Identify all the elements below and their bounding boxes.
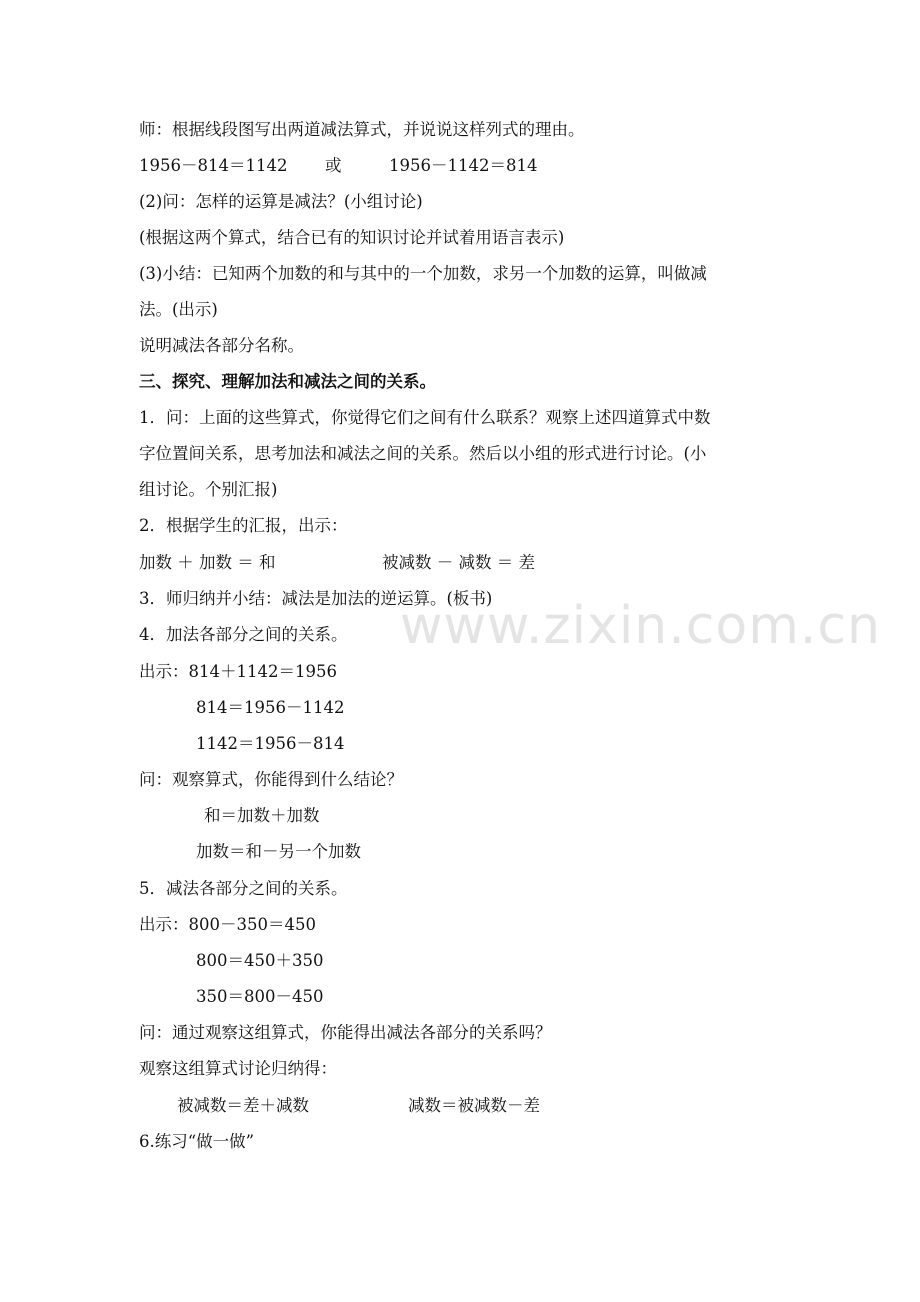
- paragraph-line: 问：观察算式，你能得到什么结论？: [139, 770, 403, 789]
- paragraph-line: 说明减法各部分名称。: [139, 336, 304, 355]
- paragraph-line: 3．师归纳并小结：减法是加法的逆运算。(板书): [139, 589, 493, 608]
- paragraph-line: (2)问：怎样的运算是减法？(小组讨论): [139, 192, 423, 211]
- section-heading: 三、探究、理解加法和减法之间的关系。: [139, 372, 436, 391]
- paragraph-line: (根据这两个算式，结合已有的知识讨论并试着用语言表示): [139, 228, 565, 247]
- paragraph-line: (3)小结：已知两个加数的和与其中的一个加数，求另一个加数的运算，叫做减: [139, 264, 707, 283]
- conjunction-text: 或: [325, 156, 342, 175]
- equation-text: 1956－1142＝814: [389, 156, 538, 175]
- equation-text: 1956－814＝1142: [139, 156, 288, 175]
- equation-line: 350＝800－450: [196, 987, 324, 1006]
- paragraph-line: 4．加法各部分之间的关系。: [139, 625, 348, 644]
- equation-line: 800＝450＋350: [196, 951, 324, 970]
- paragraph-line: 2．根据学生的汇报，出示：: [139, 516, 348, 535]
- equation-line: 814＝1956－1142: [196, 698, 345, 717]
- addition-relation: 加数 ＋ 加数 ＝ 和: [139, 553, 276, 572]
- paragraph-line: 字位置间关系，思考加法和减法之间的关系。然后以小组的形式进行讨论。(小: [139, 444, 707, 463]
- equation-line: 1142＝1956－814: [196, 734, 345, 753]
- subtraction-relation: 被减数 － 减数 ＝ 差: [382, 553, 535, 572]
- conclusion-line: 加数＝和－另一个加数: [196, 842, 361, 861]
- relation-line: [139, 551, 739, 575]
- paragraph-line: 法。(出示): [139, 300, 218, 319]
- equation-line: [139, 154, 739, 178]
- paragraph-line: 师：根据线段图写出两道减法算式，并说说这样列式的理由。: [139, 120, 585, 139]
- watermark: www.zixin.com.cn: [400, 596, 881, 656]
- equation-line: 出示：800－350＝450: [139, 915, 316, 934]
- equation-line: 出示：814＋1142＝1956: [139, 662, 337, 681]
- paragraph-line: 5．减法各部分之间的关系。: [139, 879, 348, 898]
- paragraph-line: 问：通过观察这组算式，你能得出减法各部分的关系吗？: [139, 1023, 552, 1042]
- conclusion-line: 和＝加数＋加数: [204, 806, 320, 825]
- paragraph-line: 组讨论。个别汇报): [139, 480, 278, 499]
- minuend-relation: 被减数＝差＋减数: [177, 1096, 309, 1115]
- paragraph-line: 1．问：上面的这些算式，你觉得它们之间有什么联系？观察上述四道算式中数: [139, 408, 711, 427]
- paragraph-line: 6.练习“做一做”: [139, 1132, 255, 1151]
- conclusion-line: [177, 1094, 677, 1118]
- paragraph-line: 观察这组算式讨论归纳得：: [139, 1059, 337, 1078]
- subtrahend-relation: 减数＝被减数－差: [408, 1096, 540, 1115]
